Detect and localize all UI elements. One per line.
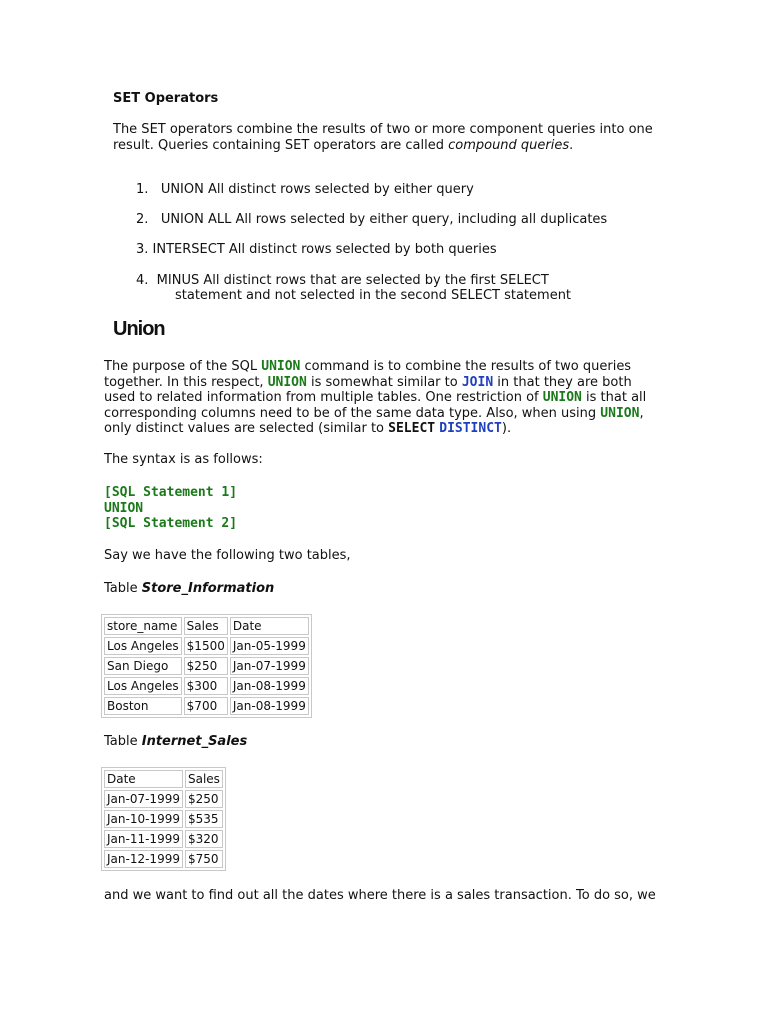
join-keyword: JOIN <box>461 374 494 390</box>
syntax-line: [SQL Statement 2] <box>104 516 238 531</box>
intro-text: result. Queries containing SET operators are called <box>113 137 449 153</box>
table-name: Store_Information <box>141 581 275 596</box>
table-row <box>104 637 309 655</box>
table1-caption <box>104 581 274 597</box>
list-text: UNION All distinct rows selected by either query <box>160 182 474 197</box>
union-heading: Union <box>113 318 165 340</box>
para-line: together. In this respect, UNION is somewhat similar to JOIN in that they are both <box>104 374 632 390</box>
table-cell: Jan-10-1999 <box>104 810 183 828</box>
store-information-table <box>101 614 312 718</box>
table-row <box>104 657 309 675</box>
table-cell: San Diego <box>104 657 182 675</box>
syntax-line: [SQL Statement 1] <box>104 485 238 500</box>
header-cell: store_name <box>104 617 182 635</box>
table-row <box>104 850 223 868</box>
distinct-keyword: DISTINCT <box>439 421 502 436</box>
header-cell: Sales <box>184 617 228 635</box>
list-number: 1. <box>136 182 149 197</box>
table-cell: Boston <box>104 697 182 715</box>
table-row <box>104 830 223 848</box>
intro-period: . <box>569 137 574 153</box>
list-item <box>136 212 607 228</box>
tables-intro: Say we have the following two tables, <box>104 548 351 563</box>
table-cell: Los Angeles <box>104 677 182 695</box>
list-item <box>136 242 497 258</box>
header-cell: Date <box>230 617 309 635</box>
list-text: INTERSECT All distinct rows selected by both queries <box>152 242 497 257</box>
internet-sales-table <box>101 767 226 871</box>
table-cell: $250 <box>184 657 228 675</box>
table-cell: $535 <box>185 810 223 828</box>
table-cell: Jan-05-1999 <box>230 637 309 655</box>
table-cell: $1500 <box>184 637 228 655</box>
closing-text: and we want to find out all the dates where there is a sales transaction. To do so, we <box>104 888 656 903</box>
table-cell: Jan-07-1999 <box>104 790 183 808</box>
syntax-line: UNION <box>104 500 144 516</box>
header-cell: Date <box>104 770 183 788</box>
table-cell: $300 <box>184 677 228 695</box>
table-row <box>104 810 223 828</box>
table-label: Table <box>104 581 142 596</box>
compound-queries-term: compound queries <box>448 137 570 153</box>
para-line: The purpose of the SQL UNION command is to combine the results of two queries <box>104 359 632 374</box>
select-keyword: SELECT <box>388 421 436 436</box>
table-row <box>104 677 309 695</box>
table-cell: Jan-12-1999 <box>104 850 183 868</box>
table-cell: $700 <box>184 697 228 715</box>
para-line: only distinct values are selected (similar to SELECT DISTINCT). <box>104 421 512 436</box>
set-operators-intro <box>113 122 653 153</box>
table-cell: $250 <box>185 790 223 808</box>
list-number: 2. <box>136 212 149 227</box>
para-line: used to related information from multiple tables. One restriction of UNION is that all <box>104 390 647 405</box>
list-number: 3. <box>136 242 149 257</box>
table-header-row <box>104 617 309 635</box>
intro-line-1: The SET operators combine the results of two or more component queries into one <box>113 122 653 137</box>
syntax-intro: The syntax is as follows: <box>104 452 263 467</box>
table-cell: Jan-07-1999 <box>230 657 309 675</box>
intro-line-2 <box>113 138 653 154</box>
table-name: Internet_Sales <box>141 734 248 749</box>
header-cell: Sales <box>185 770 223 788</box>
table-row <box>104 697 309 715</box>
union-paragraph <box>104 359 646 437</box>
list-text: MINUS All distinct rows that are selected by the first SELECT <box>156 273 549 288</box>
table2-caption <box>104 734 247 750</box>
list-item <box>136 273 549 289</box>
list-item <box>136 182 474 198</box>
table-header-row <box>104 770 223 788</box>
union-keyword: UNION <box>542 390 582 405</box>
list-item-continuation: statement and not selected in the second SELECT statement <box>175 288 572 303</box>
table-cell: Los Angeles <box>104 637 182 655</box>
table-cell: $750 <box>185 850 223 868</box>
table-row <box>104 790 223 808</box>
set-operators-heading: SET Operators <box>113 91 219 106</box>
table-cell: Jan-11-1999 <box>104 830 183 848</box>
list-text: UNION ALL All rows selected by either query, including all duplicates <box>160 212 608 227</box>
table-cell: Jan-08-1999 <box>230 697 309 715</box>
table-cell: $320 <box>185 830 223 848</box>
para-line: corresponding columns need to be of the same data type. Also, when using UNION, <box>104 405 644 421</box>
table-label: Table <box>104 734 142 749</box>
table-cell: Jan-08-1999 <box>230 677 309 695</box>
syntax-block <box>104 485 237 532</box>
union-keyword: UNION <box>600 405 640 421</box>
union-keyword: UNION <box>267 374 307 390</box>
list-number: 4. <box>136 273 149 288</box>
union-keyword: UNION <box>261 359 301 374</box>
